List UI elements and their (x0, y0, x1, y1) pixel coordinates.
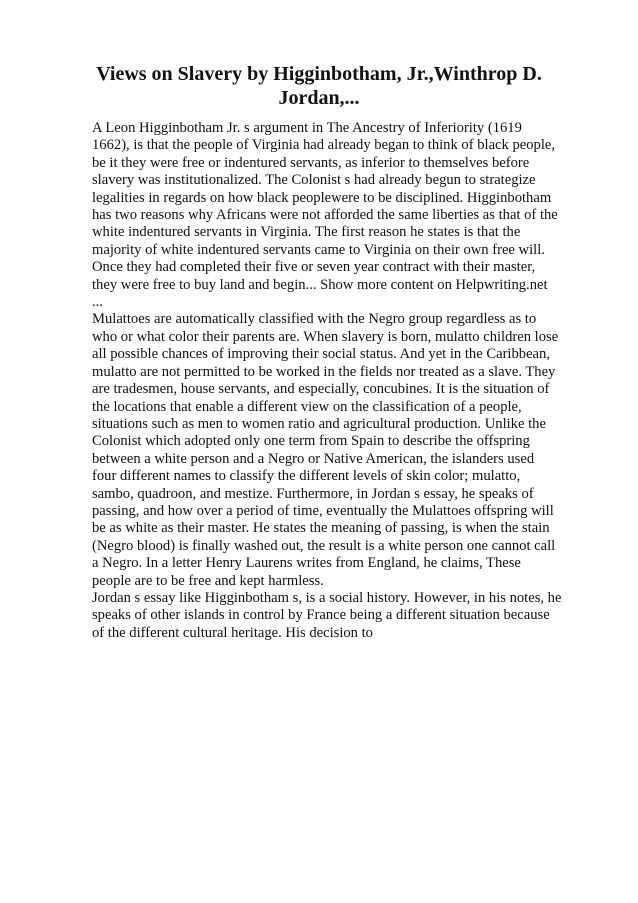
document-body (92, 120, 562, 642)
document-title: Views on Slavery by Higginbotham, Jr.,Winthrop D. Jordan,... (96, 63, 542, 109)
paragraph-2: Mulattoes are automatically classified with the Negro group regardless as to who or what color their parents are. When slavery is born, mulatto children lose all possible chances of improving their social status. And yet in the Caribbean, mulatto are not permitted to be worked in the fields nor treated as a slave. They are tradesmen, house servants, and especially, concubines. It is the situation of the locations that enable a different view on the classification of a people, situations such as men to women ratio and agricultural production. Unlike the Colonist which adopted only one term from Spain to describe the offspring between a white person and a Negro or Native American, the islanders used four different names to classify the different levels of skin color; mulatto, sambo, quadroon, and mestize. Furthermore, in Jordan s essay, he speaks of passing, and how over a period of time, eventually the Mulattoes offspring will be as white as their master. He states the meaning of passing, is when the stain (Negro blood) is finally washed out, the result is a white person one cannot call a Negro. In a letter Henry Laurens writes from England, he claims, These people are to be free and kept harmless. (92, 311, 559, 589)
paragraph-1: A Leon Higginbotham Jr. s argument in The Ancestry of Inferiority (1619 1662), is that the people of Virginia had already began to think of black people, be it they were free or indentured servants, as inferior to themselves before slavery was institutionalized. The Colonist s had already begun to strategize legalities in regards on how black peoplewere to be disciplined. Higginbotham has two reasons why Africans were not afforded the same liberties as that of the white indentured servants in Virginia. The first reason he states is that the majority of white indentured servants came to Virginia on their own free will. Once they had completed their five or seven year contract with their master, they were free to buy land and begin... Show more content on Helpwriting.net ... (92, 120, 558, 311)
paragraph-3: Jordan s essay like Higginbotham s, is a social history. However, in his notes, he speaks of other islands in control by France being a different situation because of the different cultural heritage. His decision to (92, 589, 562, 641)
